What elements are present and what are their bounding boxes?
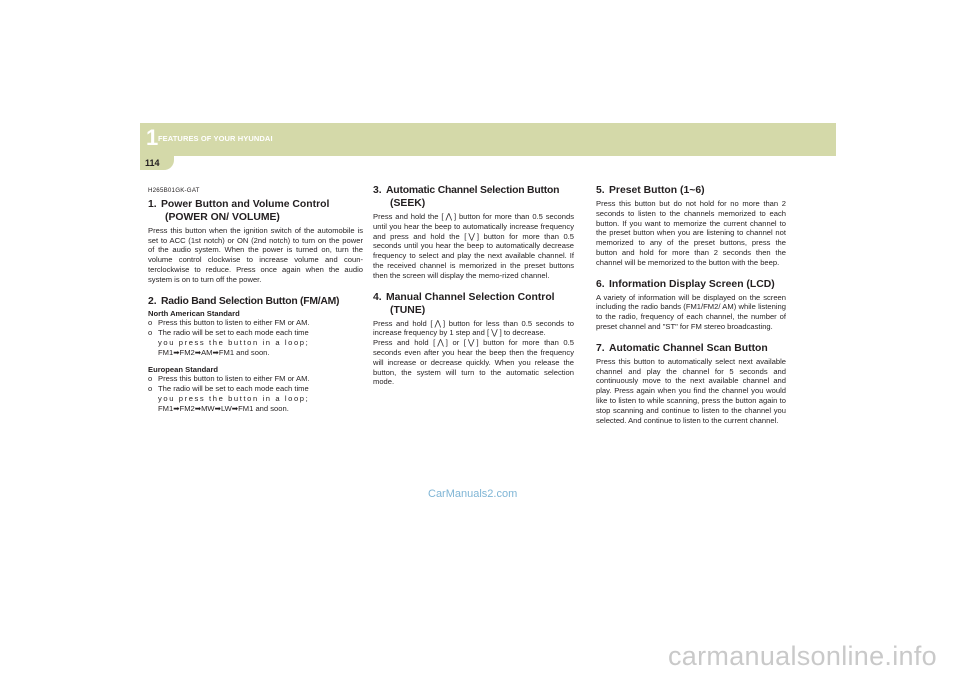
section-code: H265B01GK-GAT (148, 187, 200, 194)
site-watermark: carmanualsonline.info (668, 641, 937, 671)
paragraph-power-button: Press this button when the ignition switch of the automobile is set to ACC (1st notch) or ON (2nd notch) to turn on the power of the audio system. When the power is turned on, turn the volume control clockwise to increase volume and coun-terclockwise to reduce. Press once again when the audio system is on to turn off the power. (148, 225, 363, 284)
paragraph-seek: Press and hold the [ ⋀ ] button for more than 0.5 seconds until you hear the beep to automatically increase frequency and press and hold the [ ⋁ ] button for more than 0.5 seconds until you hear the beep to automatically decrease frequency to select and play the next available channel. If the received channel is memorized in the preset buttons then the screen will display the memo-rized channel. (373, 212, 574, 280)
chevron-up-icon: ⋀ (434, 318, 442, 328)
chevron-up-icon: ⋀ (437, 338, 444, 348)
chevron-down-icon: ⋁ (491, 328, 498, 338)
paragraph-tune: Press and hold [ ⋀ ] button for less than 0.5 seconds to increase frequency by 1 step and [ ⋁ ] to decrease. Press and hold [ ⋀ ] or [ ⋁ ] button for more than 0.5 seconds even after you hear the beep then the frequency will increase or decrease quickly. When you release the button, the system will turn to the automatic selection mode. (373, 318, 574, 387)
paragraph-preset: Press this button but do not hold for no more than 2 seconds to listen to the channels memorized to each button. If you want to memorize the current channel to the preset button when you are listening to channel not memorized to any of the preset buttons, press the button and hold for more than 2 seconds then the channel will be memorized to the button with the beep. (596, 199, 786, 267)
heading-seek: 3. Automatic Channel Selection Button (SEEK) (373, 185, 560, 209)
heading-radio-band: 2. Radio Band Selection Button (FM/AM) (148, 295, 340, 307)
heading-power-button: 1. Power Button and Volume Control (POWER ON/ VOLUME) (148, 198, 330, 223)
heading-preset: 5. Preset Button (1~6) (596, 185, 705, 196)
chevron-down-icon: ⋁ (467, 338, 475, 348)
column-left (148, 186, 363, 414)
paragraph-lcd: A variety of information will be displayed on the screen including the radio bands (FM1/FM2/ AM) while listening to the radio, frequency of each channel, the number of preset channel and "ST" for FM stereo broadcasting. (596, 292, 786, 331)
watermark-link[interactable]: CarManuals2.com (428, 488, 518, 500)
chevron-down-icon: ⋁ (468, 231, 475, 241)
list-item: o The radio will be set to each mode each time you press the button in a loop; FM1➡FM2➡MW➡LW➡FM1 and soon. (148, 384, 310, 413)
subheading-european: European Standard (148, 364, 219, 374)
list-item: o Press this button to listen to either FM or AM. (148, 318, 310, 328)
subheading-north-american: North American Standard (148, 308, 240, 318)
column-right (596, 184, 786, 425)
heading-lcd: 6. Information Display Screen (LCD) (596, 278, 775, 290)
chapter-title: FEATURES OF YOUR HYUNDAI (158, 134, 273, 143)
column-middle (373, 184, 574, 387)
list-item: o Press this button to listen to either FM or AM. (148, 374, 310, 384)
heading-tune: 4. Manual Channel Selection Control (TUNE) (373, 291, 555, 316)
page-number: 114 (145, 158, 160, 168)
heading-scan: 7. Automatic Channel Scan Button (596, 342, 768, 354)
paragraph-scan: Press this button to automatically select next available channel and play the channel for 5 seconds and continuously move to the next available channel and play. Press again when you find the channel you would like to listen to while scanning, press the button again to stop scanning and continue to listen to the channel you selected. And continue to listen to the current channel. (596, 356, 786, 425)
chevron-up-icon: ⋀ (445, 212, 452, 221)
list-item: o The radio will be set to each mode each time you press the button in a loop; FM1➡FM2➡AM➡FM1 and soon. (148, 328, 310, 357)
chapter-number: 1 (146, 125, 159, 150)
